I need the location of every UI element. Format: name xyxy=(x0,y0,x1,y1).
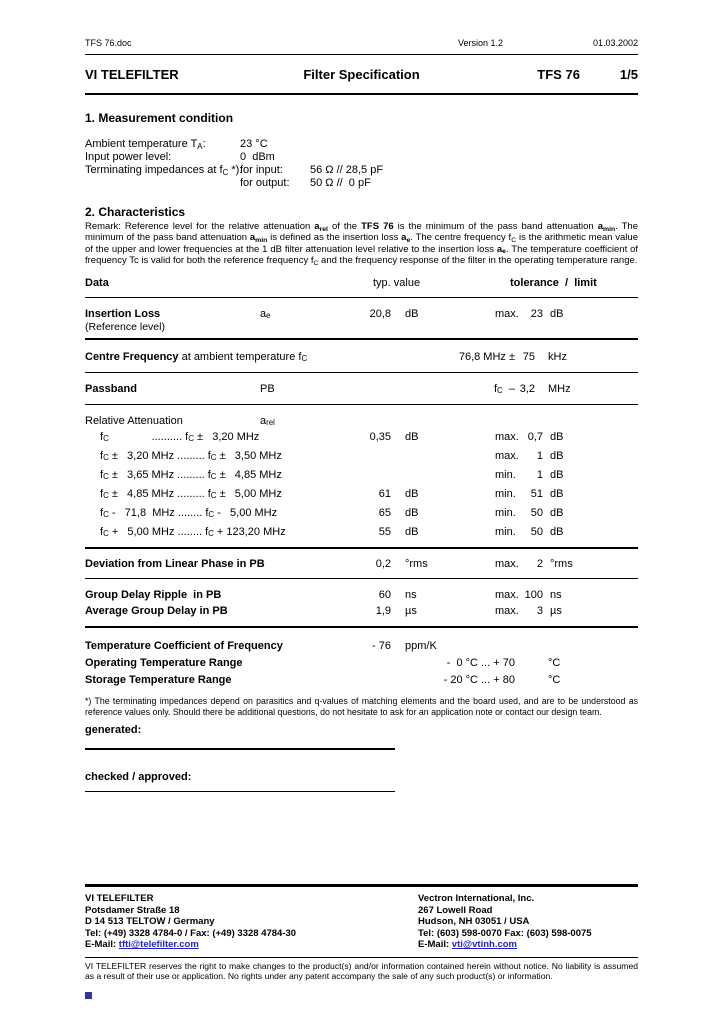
address-block-vectron xyxy=(418,893,638,951)
power-level-label: Input power level: xyxy=(85,151,172,163)
passband-symbol: PB xyxy=(260,382,275,395)
range-limit-unit: dB xyxy=(550,449,564,462)
footer-city: Hudson, NH 03051 / USA xyxy=(418,916,530,928)
attenuation-range-row xyxy=(85,466,638,485)
storage-temperature-label: Storage Temperature Range xyxy=(85,673,232,686)
range-limit-unit: dB xyxy=(550,487,564,500)
insertion-loss-label: Insertion Loss xyxy=(85,307,161,320)
group-delay-ripple-label: Group Delay Ripple in PB xyxy=(85,588,222,601)
title-divider xyxy=(85,93,638,95)
range-limit-unit: dB xyxy=(550,468,564,481)
address-block-telefilter xyxy=(85,893,418,951)
attenuation-range-row xyxy=(85,485,638,504)
group-delay-ripple-limit: 100 xyxy=(524,588,543,601)
col-data-header: Data xyxy=(85,276,109,289)
operating-temperature-range: - 0 °C ... + 70 xyxy=(446,656,515,669)
phase-deviation-typ-unit: °rms xyxy=(405,557,428,570)
range-limit: 51 xyxy=(530,487,543,500)
frequency-range: $f_C + 5,00$ MHz ........ $f_C + 123,20$ MHz xyxy=(100,525,286,539)
range-limit-type: max. xyxy=(495,430,519,443)
email-label: E-Mail: xyxy=(418,939,452,951)
temperature-coefficient-typ: - 76 xyxy=(372,639,391,652)
insertion-loss-limit-unit: dB xyxy=(550,307,564,320)
footer-top-divider xyxy=(85,884,638,887)
range-typ-unit: dB xyxy=(405,506,419,519)
phase-deviation-limit: 2 xyxy=(536,557,543,570)
range-typ-unit: dB xyxy=(405,430,419,443)
row-centre-frequency xyxy=(85,340,638,372)
range-limit-unit: dB xyxy=(550,506,564,519)
insertion-loss-limit: 23 xyxy=(530,307,543,320)
footer xyxy=(85,884,638,982)
footer-phone: Tel: (+49) 3328 4784-0 / Fax: (+49) 3328 4784-30 xyxy=(85,927,297,939)
row-storage-temperature xyxy=(85,673,638,687)
range-limit-type: max. xyxy=(495,449,519,462)
footer-email-line xyxy=(418,939,638,951)
range-limit: 50 xyxy=(530,525,543,538)
passband-fc-prefix: $f_C$ – xyxy=(493,382,515,396)
attenuation-range-row xyxy=(85,523,638,547)
col-typ-header: typ. value xyxy=(373,276,421,289)
doc-date: 01.03.2002 xyxy=(592,38,638,48)
measurement-row-input xyxy=(85,164,638,177)
operating-temperature-unit: °C xyxy=(548,656,561,669)
phase-deviation-label: Deviation from Linear Phase in PB xyxy=(85,557,265,570)
doc-version: Version 1.2 xyxy=(458,38,504,48)
row-group-delay-ripple xyxy=(85,579,638,602)
doc-filename: TFS 76.doc xyxy=(85,38,132,48)
group-delay-ripple-limit-type: max. xyxy=(495,588,519,601)
table-header xyxy=(85,276,638,297)
phase-deviation-limit-unit: °rms xyxy=(550,557,573,570)
relative-attenuation-label: Relative Attenuation xyxy=(85,414,183,427)
attenuation-range-row xyxy=(85,428,638,447)
frequency-range: $f_C \pm 3,20$ MHz ......... $f_C \pm 3,50$ MHz xyxy=(100,449,282,463)
group-delay-ripple-limit-unit: ns xyxy=(550,588,562,601)
terminating-impedances-label: Terminating impedances at $f_C$ *): xyxy=(85,164,243,177)
remark-paragraph: Remark: Reference level for the relative attenuation $a_{rel}$ of the TFS 76 is the minimum of the pass band attenuation $a_{min}$. The minimum of the pass band attenuation $a_{min}$ is defined as the insertion loss $a_e$. The centre frequency $f_C$ is the arithmetic mean value of the upper and lower frequencies at the 1 dB filter attenuation level relative to the insertion loss $a_e$. The temperature coefficient of frequency Tc is valid for both the reference frequency $f_C$ and the frequency response of the filter in the operating temperature range. xyxy=(85,221,638,267)
insertion-loss-limit-type: max. xyxy=(495,307,519,320)
average-group-delay-typ: 1,9 xyxy=(375,604,391,617)
power-level-value: 0 dBm xyxy=(240,151,275,163)
terminating-impedance-footnote: *) The terminating impedances depend on parasitics and q-values of matching elements and the board used, and are to be understood as reference values only. Should there be additional questions, do not hesitate to ask for an application note or contact our design team. xyxy=(85,695,638,717)
range-limit-type: min. xyxy=(495,506,516,519)
range-limit-type: min. xyxy=(495,468,516,481)
average-group-delay-typ-unit: µs xyxy=(405,604,417,617)
checked-approved-label: checked / approved: xyxy=(85,771,192,783)
output-impedance-value: 50 Ω // 0 pF xyxy=(310,177,371,189)
range-limit-type: min. xyxy=(495,487,516,500)
ambient-temp-label: Ambient temperature $T_A$: xyxy=(85,138,206,151)
row-temperature-coefficient xyxy=(85,628,638,653)
col-tolerance-header: tolerance / limit xyxy=(510,276,597,289)
product-code: TFS 76 xyxy=(537,67,580,82)
range-typ: 0,35 xyxy=(369,430,391,443)
checked-signature-block xyxy=(85,771,395,792)
average-group-delay-limit-unit: µs xyxy=(550,604,562,617)
average-group-delay-limit: 3 xyxy=(536,604,543,617)
centre-frequency-label: Centre Frequency at ambient temperature $f_C$ xyxy=(85,350,308,364)
row-average-group-delay xyxy=(85,604,638,626)
group-delay-ripple-typ: 60 xyxy=(378,588,391,601)
measurement-row-output xyxy=(85,177,638,190)
insertion-loss-typ: 20,8 xyxy=(369,307,391,320)
range-limit: 1 xyxy=(536,449,543,462)
operating-temperature-label: Operating Temperature Range xyxy=(85,656,243,669)
frequency-range: $f_C \pm 4,85$ MHz ......... $f_C \pm 5,00$ MHz xyxy=(100,487,282,501)
relative-attenuation-symbol: $a_{rel}$ xyxy=(260,414,275,428)
storage-temperature-range: - 20 °C ... + 80 xyxy=(443,673,515,686)
for-input-label: for input: xyxy=(240,164,283,176)
generated-label: generated: xyxy=(85,724,142,736)
insertion-loss-symbol: $a_e$ xyxy=(260,307,271,321)
doc-title: Filter Specification xyxy=(303,67,420,82)
legal-disclaimer: VI TELEFILTER reserves the right to make changes to the product(s) and/or information contained herein without notice. No liability is assumed as a result of their use or application. No rights under any patent accompany the sale of any such product(s) or information. xyxy=(85,957,638,982)
generated-signature-block xyxy=(85,724,395,750)
meta-bar xyxy=(85,38,638,49)
row-phase-deviation xyxy=(85,549,638,578)
range-limit-unit: dB xyxy=(550,525,564,538)
centre-frequency-tolerance: 75 xyxy=(522,350,535,363)
footer-company-name: Vectron International, Inc. xyxy=(418,893,535,904)
page-number: 1/5 xyxy=(619,67,638,82)
frequency-range: $f_C - 71,8$ MHz ........ $f_C - 5,00$ MHz xyxy=(100,506,278,520)
attenuation-range-row xyxy=(85,504,638,523)
range-typ-unit: dB xyxy=(405,487,419,500)
range-typ: 55 xyxy=(378,525,391,538)
insertion-loss-typ-unit: dB xyxy=(405,307,419,320)
temperature-coefficient-typ-unit: ppm/K xyxy=(405,639,437,652)
centre-frequency-tolerance-unit: kHz xyxy=(548,350,567,363)
corner-mark-icon xyxy=(85,992,92,999)
average-group-delay-label: Average Group Delay in PB xyxy=(85,604,228,617)
passband-width-unit: MHz xyxy=(548,382,571,395)
company-name: VI TELEFILTER xyxy=(85,67,179,82)
reference-level-note: (Reference level) xyxy=(85,320,165,333)
telefilter-email-link[interactable]: tfti@telefilter.com xyxy=(118,939,199,951)
passband-label: Passband xyxy=(85,382,137,395)
row-relative-attenuation xyxy=(85,405,638,428)
spec-table xyxy=(85,276,638,718)
email-label: E-Mail: xyxy=(85,939,119,951)
section1-heading: 1. Measurement condition xyxy=(85,111,234,125)
range-typ: 61 xyxy=(378,487,391,500)
storage-temperature-unit: °C xyxy=(548,673,561,686)
footer-email-line xyxy=(85,939,418,951)
range-typ-unit: dB xyxy=(405,525,419,538)
range-limit: 1 xyxy=(536,468,543,481)
generated-signature-line xyxy=(85,748,395,750)
range-limit-unit: dB xyxy=(550,430,564,443)
centre-frequency-value: 76,8 MHz ± xyxy=(458,350,515,363)
row-insertion-loss xyxy=(85,298,638,321)
range-limit: 0,7 xyxy=(527,430,543,443)
average-group-delay-limit-type: max. xyxy=(495,604,519,617)
range-limit-type: min. xyxy=(495,525,516,538)
range-typ: 65 xyxy=(378,506,391,519)
frequency-range: $f_C \pm 3,65$ MHz ......... $f_C \pm 4,85$ MHz xyxy=(100,468,282,482)
measurement-row-power xyxy=(85,151,638,164)
row-operating-temperature xyxy=(85,656,638,670)
row-passband xyxy=(85,373,638,404)
checked-signature-line xyxy=(85,791,395,792)
footer-phone: Tel: (603) 598-0070 Fax: (603) 598-0075 xyxy=(418,927,592,939)
section2-heading: 2. Characteristics xyxy=(85,205,186,219)
footer-city: D 14 513 TELTOW / Germany xyxy=(85,916,215,928)
frequency-range: $f_C$ .......... $f_C \pm 3,20$ MHz xyxy=(100,430,260,444)
input-impedance-value: 56 Ω // 28,5 pF xyxy=(310,164,384,176)
attenuation-range-row xyxy=(85,447,638,466)
footer-street: Potsdamer Straße 18 xyxy=(85,904,180,916)
footer-street: 267 Lowell Road xyxy=(418,904,493,916)
phase-deviation-typ: 0,2 xyxy=(375,557,391,570)
passband-width: 3,2 xyxy=(519,382,535,395)
for-output-label: for output: xyxy=(240,177,290,189)
vectron-email-link[interactable]: vti@vtinh.com xyxy=(451,939,517,951)
ambient-temp-value: 23 °C xyxy=(240,138,268,150)
measurement-row-ambient xyxy=(85,138,638,151)
temperature-coefficient-label: Temperature Coefficient of Frequency xyxy=(85,639,283,652)
title-bar xyxy=(85,55,638,93)
phase-deviation-limit-type: max. xyxy=(495,557,519,570)
group-delay-ripple-typ-unit: ns xyxy=(405,588,417,601)
range-limit: 50 xyxy=(530,506,543,519)
footer-company-name: VI TELEFILTER xyxy=(85,893,154,904)
